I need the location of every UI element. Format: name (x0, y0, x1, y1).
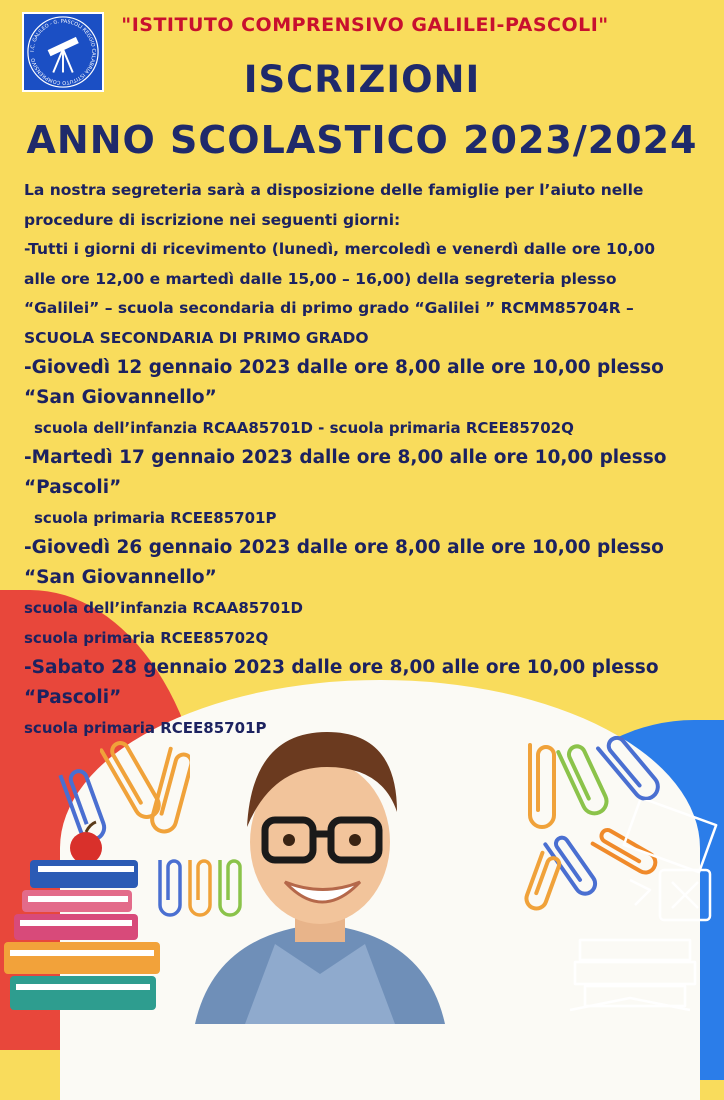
reception-line: -Tutti i giorni di ricevimento (lunedì, mercoledì e venerdì dalle ore 10,00 (24, 240, 656, 258)
intro-line: La nostra segreteria sarà a disposizione delle famiglie per l’aiuto nelle (24, 181, 644, 199)
intro-line: procedure di iscrizione nei seguenti giorni: (24, 210, 401, 229)
sketched-books-illustration (560, 800, 724, 1024)
school-code-line: scuola primaria RCEE85701P (34, 509, 277, 527)
school-code-line: scuola primaria RCEE85702Q (24, 629, 269, 647)
page-title: ISCRIZIONI (243, 58, 481, 101)
plesso-line: “Pascoli” (24, 477, 122, 498)
school-code-line: scuola primaria RCEE85701P (24, 719, 267, 737)
plesso-line: “San Giovannello” (24, 387, 217, 408)
reception-line: alle ore 12,00 e martedì dalle 15,00 – 16,00) della segreteria plesso (24, 269, 617, 288)
reception-line: SCUOLA SECONDARIA DI PRIMO GRADO (24, 328, 369, 347)
smiling-boy-illustration (185, 722, 455, 1024)
plesso-line: “Pascoli” (24, 687, 122, 708)
logo-ring-text: I.C. GALILEO - G. PASCOLI REGGIO CALABRIA ISTITUTO COMPRENSIVO (29, 18, 97, 86)
date-line: -Giovedì 26 gennaio 2023 dalle ore 8,00 alle ore 10,00 plesso (24, 537, 664, 558)
date-line: -Sabato 28 gennaio 2023 dalle ore 8,00 alle ore 10,00 plesso (24, 657, 659, 678)
plesso-line: “San Giovannello” (24, 567, 217, 588)
date-line: -Giovedì 12 gennaio 2023 dalle ore 8,00 alle ore 10,00 plesso (24, 357, 664, 378)
apple-icon (70, 832, 102, 864)
date-line: -Martedì 17 gennaio 2023 dalle ore 8,00 alle ore 10,00 plesso (24, 447, 667, 468)
school-code-line: scuola dell’infanzia RCAA85701D (24, 599, 303, 617)
school-code-line: scuola dell’infanzia RCAA85701D - scuola primaria RCEE85702Q (34, 419, 574, 437)
stacked-books-illustration (0, 820, 170, 1024)
reception-line: “Galilei” – scuola secondaria di primo grado “Galilei ” RCMM85704R – (24, 299, 634, 317)
announcement-text (24, 176, 704, 743)
school-name: "ISTITUTO COMPRENSIVO GALILEI-PASCOLI" (121, 14, 609, 36)
page-subtitle: ANNO SCOLASTICO 2023/2024 (26, 118, 698, 162)
